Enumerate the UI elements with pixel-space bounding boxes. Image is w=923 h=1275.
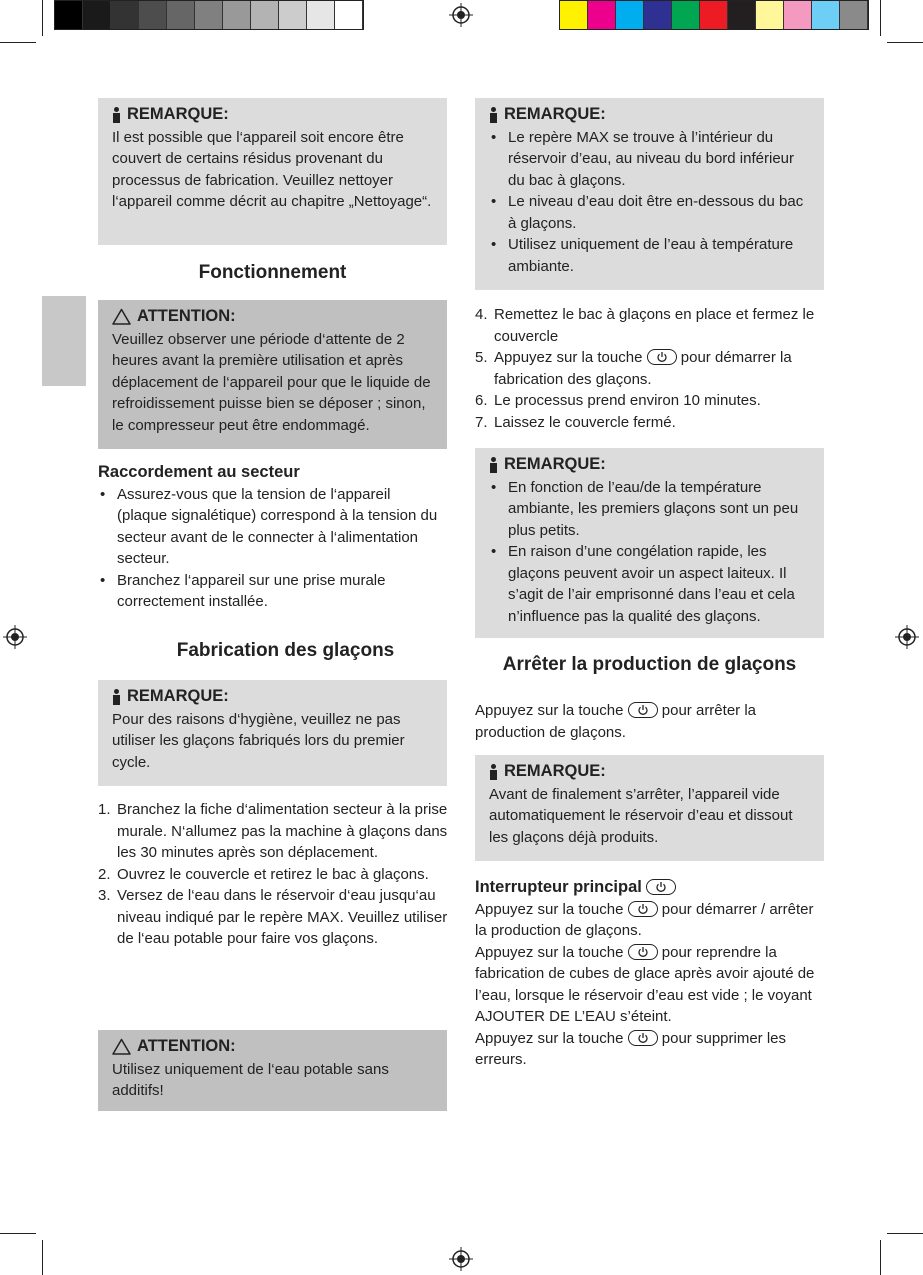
color-swatch (812, 1, 840, 29)
note-box (98, 680, 447, 786)
crop-mark (880, 1240, 881, 1275)
main-switch-section (475, 877, 825, 1071)
warning-icon (112, 308, 131, 325)
list-item: • Le niveau d’eau doit être en-dessous du bac à glaçons. (489, 191, 812, 234)
note-title: REMARQUE: (127, 105, 229, 123)
crop-mark (880, 0, 881, 36)
color-swatch (616, 1, 644, 29)
note-title: REMARQUE: (504, 455, 606, 473)
list-item: • En fonction de l’eau/de la température ambiante, les premiers glaçons sont un peu plus petits. (489, 477, 812, 542)
color-swatch (756, 1, 784, 29)
list-item: 5. Appuyez sur la touche pour démarrer la fabrication des glaçons. (475, 349, 792, 388)
note-title: REMARQUE: (127, 687, 229, 705)
power-button-icon (628, 1030, 658, 1046)
bullet-list (98, 484, 443, 613)
crop-mark (0, 1233, 36, 1234)
attention-title: ATTENTION: (137, 1037, 236, 1055)
note-title: REMARQUE: (504, 105, 606, 123)
steps-list (475, 304, 827, 433)
color-swatch (784, 1, 812, 29)
list-item: • Le repère MAX se trouve à l’intérieur du réservoir d’eau, au niveau du bord inférieur du bac à glaçons. (489, 127, 812, 192)
subsection-title: Raccordement au secteur (98, 463, 300, 481)
color-swatch (672, 1, 700, 29)
grayscale-bar (54, 0, 364, 30)
registration-mark-icon (3, 625, 27, 649)
crop-mark (42, 1240, 43, 1275)
note-text: Pour des raisons d‘hygiène, veuillez ne pas utiliser les glaçons fabriqués lors du premier cycle. (112, 710, 405, 771)
info-icon (489, 457, 498, 473)
color-swatch (223, 1, 251, 29)
note-box (475, 755, 824, 861)
bullet-list (489, 127, 812, 278)
color-swatch (307, 1, 335, 29)
registration-mark-icon (449, 1247, 473, 1271)
power-button-icon (647, 349, 677, 365)
color-swatch (195, 1, 223, 29)
paragraph: Appuyez sur la touche pour supprimer les erreurs. (475, 1029, 786, 1068)
power-button-icon (628, 702, 658, 718)
registration-mark-icon (449, 3, 473, 27)
color-swatch (83, 1, 111, 29)
crop-mark (0, 42, 36, 43)
list-item: • Utilisez uniquement de l’eau à température ambiante. (489, 234, 812, 277)
steps-list (98, 799, 448, 950)
crop-mark (887, 1233, 923, 1234)
color-swatch (560, 1, 588, 29)
info-icon (112, 689, 121, 705)
color-swatch (728, 1, 756, 29)
info-icon (112, 107, 121, 123)
color-swatch (279, 1, 307, 29)
color-swatch (139, 1, 167, 29)
bullet-list (489, 477, 812, 628)
list-item: • En raison d’une congélation rapide, les glaçons peuvent avoir un aspect laiteux. Il s’agit de l’air emprisonné dans l’eau et cela n’influence pas la qualité des glaçons. (489, 541, 812, 627)
info-icon (489, 764, 498, 780)
section-heading: Fabrication des glaçons (176, 640, 395, 661)
list-item: • Assurez-vous que la tension de l‘appareil (plaque signalétique) correspond à la tension du secteur avant de le connecter à l‘alimentation secteur. (98, 484, 443, 570)
color-bar (559, 0, 869, 30)
note-title: REMARQUE: (504, 762, 606, 780)
list-item: • Branchez l‘appareil sur une prise murale correctement installée. (98, 570, 443, 613)
list-item: 3. Versez de l‘eau dans le réservoir d‘eau jusqu‘au niveau indiqué par le repère MAX. Veuillez utiliser de l‘eau potable pour faire vos glaçons. (98, 887, 448, 947)
power-button-icon (646, 879, 676, 895)
registration-mark-icon (895, 625, 919, 649)
color-swatch (335, 1, 363, 29)
paragraph: Appuyez sur la touche pour démarrer / arrêter la production de glaçons. (475, 900, 814, 939)
color-swatch (55, 1, 83, 29)
power-button-icon (628, 944, 658, 960)
color-swatch (588, 1, 616, 29)
note-text: Il est possible que l‘appareil soit encore être couvert de certains résidus provenant du processus de fabrication. Veuillez nettoyer l‘appareil comme décrit au chapitre „Nettoyage“. (112, 128, 432, 210)
color-swatch (251, 1, 279, 29)
power-button-icon (628, 901, 658, 917)
color-swatch (167, 1, 195, 29)
list-item: 2. Ouvrez le couvercle et retirez le bac à glaçons. (98, 865, 429, 883)
warning-icon (112, 1038, 131, 1055)
stop-paragraph: Appuyez sur la touche pour arrêter la production de glaçons. (475, 702, 756, 741)
note-text: Avant de finalement s’arrêter, l’appareil vide automatiquement le réservoir d’eau et dissout les glaçons déjà produits. (489, 785, 793, 846)
list-item: 7. Laissez le couvercle fermé. (475, 413, 676, 431)
crop-mark (42, 0, 43, 36)
color-swatch (700, 1, 728, 29)
attention-box (98, 1030, 447, 1111)
list-item: 4. Remettez le bac à glaçons en place et fermez le couvercle (475, 306, 815, 345)
crop-mark (887, 42, 923, 43)
color-swatch (111, 1, 139, 29)
section-heading: Arrêter la production de glaçons (502, 654, 797, 675)
attention-box (98, 300, 447, 449)
subsection-title: Interrupteur principal (475, 877, 825, 899)
attention-text: Veuillez observer une période d‘attente de 2 heures avant la première utilisation et après déplacement de l‘appareil pour que le liquide de refroidissement puisse bien se déposer ; sinon, le compresseur peut être endommagé. (112, 330, 431, 434)
color-swatch (840, 1, 868, 29)
note-box (98, 98, 447, 245)
paragraph: Appuyez sur la touche pour reprendre la fabrication de cubes de glace après avoir ajouté de l’eau, lorsque le réservoir d’eau est vide ; le voyant AJOUTER DE L’EAU s’éteint. (475, 943, 815, 1025)
note-box (475, 98, 824, 290)
list-item: 1. Branchez la fiche d‘alimentation secteur à la prise murale. N‘allumez pas la machine à glaçons dans les 30 minutes après son déplacement. (98, 801, 448, 861)
attention-text: Utilisez uniquement de l‘eau potable sans additifs! (112, 1060, 389, 1099)
mains-section (98, 462, 443, 613)
note-box (475, 448, 824, 638)
info-icon (489, 107, 498, 123)
list-item: 6. Le processus prend environ 10 minutes. (475, 392, 761, 409)
color-swatch (644, 1, 672, 29)
attention-title: ATTENTION: (137, 307, 236, 325)
section-heading: Fonctionnement (198, 262, 347, 283)
language-side-tab (42, 296, 86, 386)
